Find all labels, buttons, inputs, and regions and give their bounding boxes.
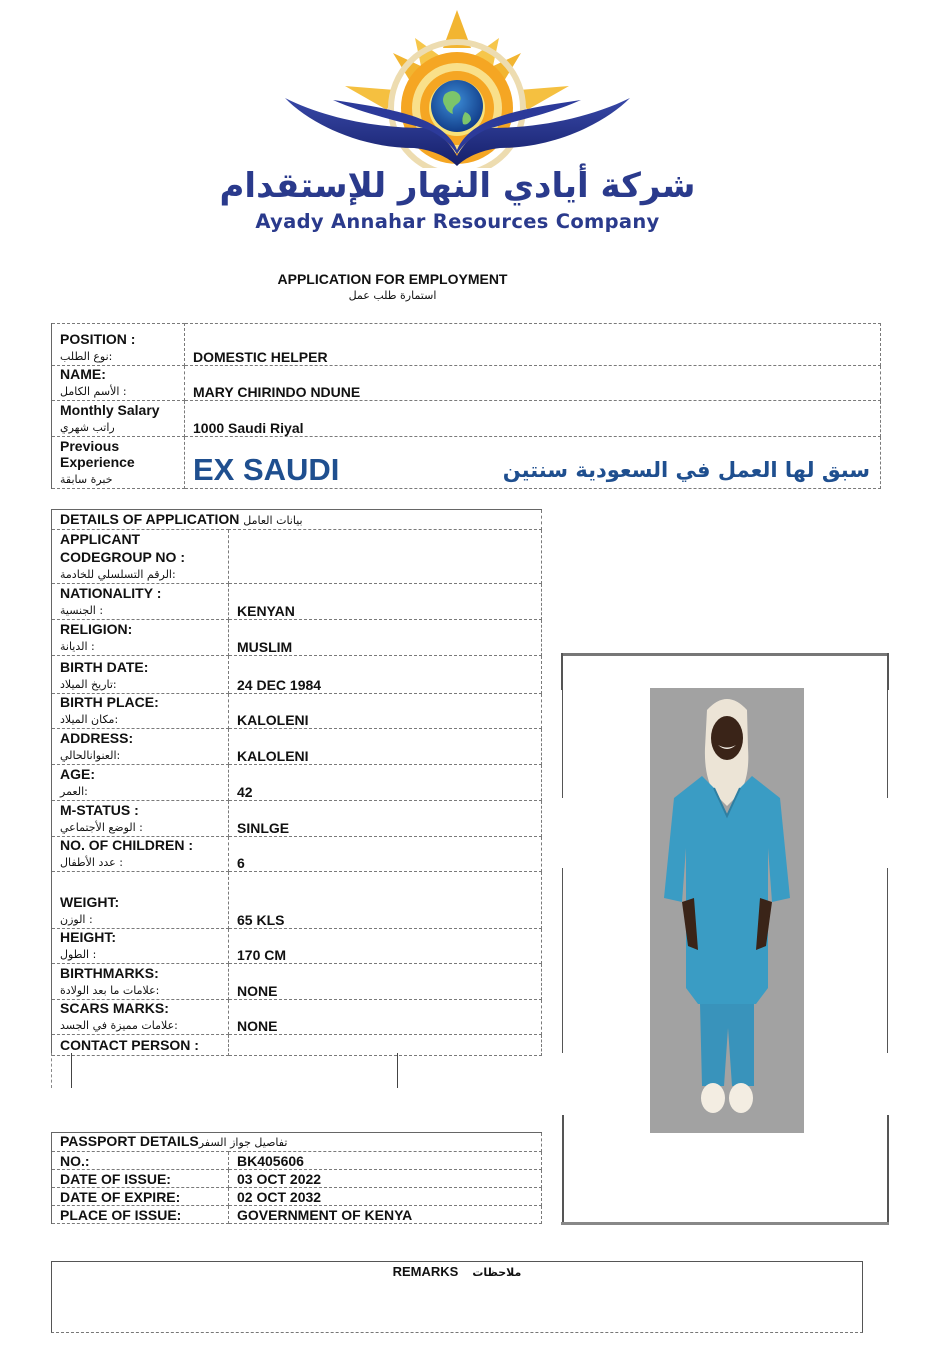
detail-row (52, 765, 542, 801)
codegroup-label-1: APPLICANT (60, 531, 141, 547)
experience-value-arabic: سبق لها العمل في السعودية سنتين (502, 458, 870, 482)
weight-value: 65 KLS (229, 872, 542, 929)
marital-status-label-arabic: : الوضع الأجتماعي (60, 821, 143, 834)
marital-status-label: M-STATUS : (60, 802, 139, 818)
codegroup-label-2: CODEGROUP NO : (60, 549, 185, 565)
birth-place-label: BIRTH PLACE: (60, 694, 159, 710)
place-of-issue-label: PLACE OF ISSUE: (52, 1206, 229, 1224)
detail-row (52, 694, 542, 729)
passport-no-label: NO.: (52, 1152, 229, 1170)
birthmarks-label: BIRTHMARKS: (60, 965, 159, 981)
weight-label: WEIGHT: (60, 894, 120, 910)
name-label: NAME: (60, 366, 106, 382)
photo-frame-side (887, 868, 888, 1053)
position-label-arabic: :نوع الطلب (60, 350, 113, 363)
name-value: MARY CHIRINDO NDUNE (185, 366, 881, 401)
photo-frame-side (562, 690, 563, 798)
company-name-arabic: شركة أيادي النهار للإستقدام (219, 166, 696, 206)
salary-row (52, 401, 881, 437)
detail-row (52, 1035, 542, 1056)
position-row (52, 324, 881, 366)
height-value: 170 CM (229, 929, 542, 964)
name-label-arabic: : الأسم الكامل (60, 385, 127, 398)
contact-person-value (229, 1035, 542, 1056)
passport-header-arabic: تفاصيل جواز السفر (198, 1136, 288, 1149)
experience-value: EX SAUDI (193, 452, 340, 487)
address-label-arabic: :العنوانالحالي (60, 749, 121, 762)
passport-row (52, 1206, 542, 1224)
issue-date-value: 03 OCT 2022 (229, 1170, 542, 1188)
detail-row (52, 530, 542, 584)
birthmarks-label-arabic: :علامات ما بعد الولادة (60, 984, 160, 997)
experience-label-2: Experience (60, 454, 135, 470)
birth-place-label-arabic: :مكان الميلاد (60, 713, 119, 726)
experience-label-1: Previous (60, 438, 120, 454)
applicant-photo (650, 688, 804, 1133)
photo-frame-side (562, 1115, 564, 1225)
detail-row (52, 584, 542, 620)
age-value: 42 (229, 765, 542, 801)
issue-date-label: DATE OF ISSUE: (52, 1170, 229, 1188)
age-label: AGE: (60, 766, 95, 782)
contact-box-divider (397, 1053, 398, 1088)
passport-header: PASSPORT DETAILS (60, 1133, 199, 1149)
form-title: APPLICATION FOR EMPLOYMENT (277, 271, 508, 287)
details-header-arabic: بيانات العامل (243, 514, 303, 527)
scars-value: NONE (229, 1000, 542, 1035)
marital-status-value: SINLGE (229, 801, 542, 837)
summary-table (51, 323, 881, 489)
children-label-arabic: : عدد الأطفال (60, 856, 123, 869)
detail-row (52, 801, 542, 837)
detail-row (52, 837, 542, 872)
remarks-box[interactable] (51, 1261, 863, 1333)
age-label-arabic: :العمر (60, 785, 88, 798)
photo-frame-top (561, 653, 889, 656)
religion-label: RELIGION: (60, 621, 133, 637)
photo-frame-side (562, 868, 563, 1053)
passport-header-row (52, 1133, 542, 1152)
birth-date-label: BIRTH DATE: (60, 659, 149, 675)
weight-label-arabic: : الوزن (60, 913, 93, 926)
form-title-arabic: استمارة طلب عمل (348, 289, 437, 302)
remarks-heading (52, 1264, 862, 1279)
photo-frame-side (887, 653, 889, 690)
religion-value: MUSLIM (229, 620, 542, 656)
detail-row (52, 729, 542, 765)
children-label: NO. OF CHILDREN : (60, 837, 193, 853)
salary-label-arabic: راتب شهري (60, 421, 115, 434)
birth-place-value: KALOLENI (229, 694, 542, 729)
height-label-arabic: : الطول (60, 948, 97, 961)
detail-row (52, 656, 542, 694)
birthmarks-value: NONE (229, 964, 542, 1000)
birth-date-value: 24 DEC 1984 (229, 656, 542, 694)
codegroup-value (229, 530, 542, 584)
position-value: DOMESTIC HELPER (185, 324, 881, 366)
passport-row (52, 1152, 542, 1170)
details-table (51, 509, 542, 1056)
photo-frame-side (887, 690, 888, 798)
detail-row (52, 929, 542, 964)
height-label: HEIGHT: (60, 929, 116, 945)
contact-person-label: CONTACT PERSON : (60, 1037, 199, 1053)
person-photo-icon (650, 688, 804, 1133)
details-header-row (52, 510, 542, 530)
details-header: DETAILS OF APPLICATION (60, 511, 240, 527)
detail-row (52, 620, 542, 656)
detail-row (52, 964, 542, 1000)
detail-row (52, 872, 542, 929)
contact-box-divider (71, 1053, 72, 1088)
salary-value: 1000 Saudi Riyal (185, 401, 881, 437)
name-row (52, 366, 881, 401)
photo-frame-bottom (561, 1222, 889, 1225)
address-value: KALOLENI (229, 729, 542, 765)
nationality-label: NATIONALITY : (60, 585, 162, 601)
nationality-value: KENYAN (229, 584, 542, 620)
expire-date-label: DATE OF EXPIRE: (52, 1188, 229, 1206)
children-value: 6 (229, 837, 542, 872)
passport-no-value: BK405606 (229, 1152, 542, 1170)
passport-table (51, 1132, 542, 1224)
scars-label: SCARS MARKS: (60, 1000, 169, 1016)
sun-hands-globe-icon (285, 8, 630, 168)
experience-label-arabic: خبرة سابقة (60, 473, 113, 486)
company-logo (285, 8, 630, 168)
remarks-label-arabic: ملاحظات (472, 1266, 522, 1279)
passport-row (52, 1188, 542, 1206)
codegroup-label-arabic: :الرقم التسلسلي للخادمة (60, 568, 176, 581)
place-of-issue-value: GOVERNMENT OF KENYA (229, 1206, 542, 1224)
remarks-label: REMARKS (392, 1264, 459, 1279)
position-label: POSITION : (60, 331, 136, 347)
passport-row (52, 1170, 542, 1188)
expire-date-value: 02 OCT 2032 (229, 1188, 542, 1206)
contact-box-left-border (51, 1053, 52, 1088)
nationality-label-arabic: : الجنسية (60, 604, 104, 617)
detail-row (52, 1000, 542, 1035)
photo-frame-side (887, 1115, 889, 1225)
photo-frame-side (561, 653, 563, 690)
company-name-english: Ayady Annahar Resources Company (255, 210, 660, 233)
salary-label: Monthly Salary (60, 402, 160, 418)
address-label: ADDRESS: (60, 730, 134, 746)
experience-row (52, 437, 881, 489)
birth-date-label-arabic: :تاريخ الميلاد (60, 678, 117, 691)
religion-label-arabic: : الديانة (60, 640, 95, 653)
scars-label-arabic: :علامات مميزة في الجسد (60, 1019, 178, 1032)
